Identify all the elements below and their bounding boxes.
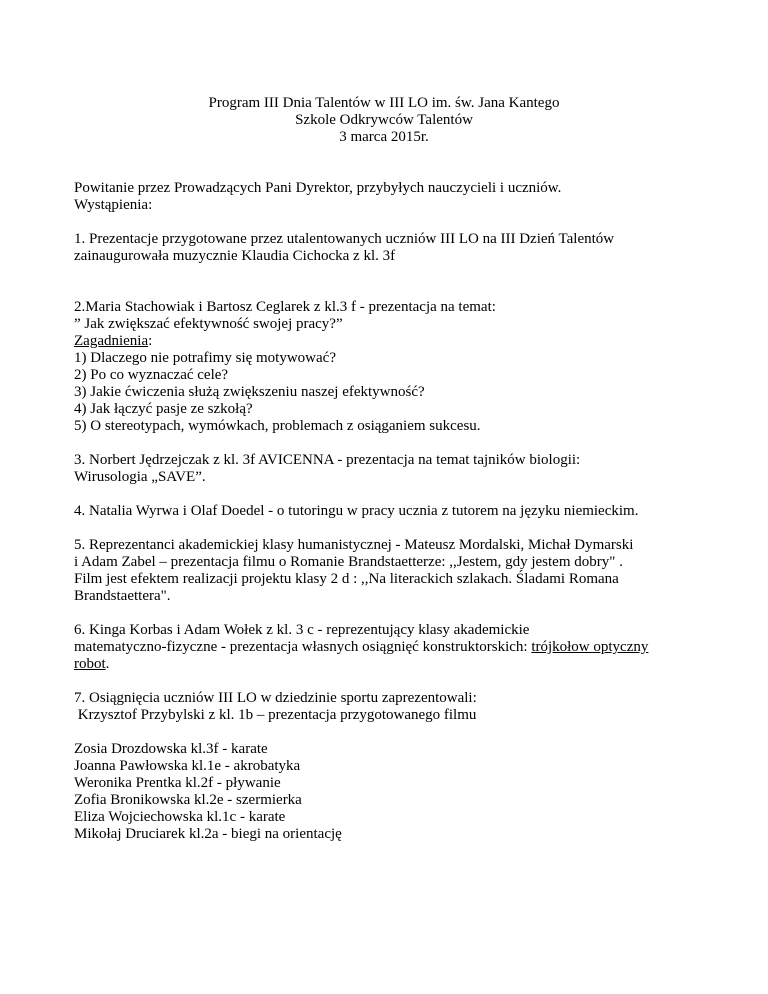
topic-item: 5) O stereotypach, wymówkach, problemach z osiąganiem sukcesu.: [74, 418, 481, 434]
item2-topics-heading: [74, 333, 152, 350]
document-date: 3 marca 2015r.: [339, 129, 429, 145]
athlete-item: Weronika Prentka kl.2f - pływanie: [74, 775, 281, 791]
item6-line3: [74, 656, 109, 673]
athlete-item: Mikołaj Druciarek kl.2a - biegi na orientację: [74, 826, 342, 842]
topic-item: 3) Jakie ćwiczenia służą zwiększeniu naszej efektywność?: [74, 384, 425, 400]
document-title: Program III Dnia Talentów w III LO im. św. Jana Kantego: [208, 95, 560, 111]
topic-item: 4) Jak łączyć pasje ze szkołą?: [74, 401, 253, 417]
item6-line3-end: .: [105, 656, 110, 672]
item1-line2: zainaugurowała muzycznie Klaudia Cichocka z kl. 3f: [74, 248, 396, 264]
intro-greeting: Powitanie przez Prowadzących Pani Dyrektor, przybyłych nauczycieli i uczniów.: [74, 180, 562, 196]
item3-line1: 3. Norbert Jędrzejczak z kl. 3f AVICENNA - prezentacja na temat tajników biologii:: [74, 452, 581, 468]
item7-line1: 7. Osiągnięcia uczniów III LO w dziedzinie sportu zaprezentowali:: [74, 690, 477, 706]
item2-line2: ” Jak zwiększać efektywność swojej pracy?”: [74, 316, 343, 332]
topics-label: Zagadnienia: [74, 333, 149, 349]
item3-line2: Wirusologia „SAVE”.: [74, 469, 206, 485]
robot-link-part2: robot: [74, 656, 106, 672]
item5-line2: i Adam Zabel – prezentacja filmu o Romanie Brandstaetterze: ,,Jestem, gdy jestem dobry" .: [74, 554, 623, 570]
athlete-item: Zofia Bronikowska kl.2e - szermierka: [74, 792, 302, 808]
item7-film-line: Krzysztof Przybylski z kl. 1b – prezentacja przygotowanego filmu: [74, 707, 477, 723]
item1-line1: 1. Prezentacje przygotowane przez utalentowanych uczniów III LO na III Dzień Talentów: [74, 231, 615, 247]
item5-line1: 5. Reprezentanci akademickiej klasy humanistycznej - Mateusz Mordalski, Michał Dymarski: [74, 537, 634, 553]
item5-line3: Film jest efektem realizacji projektu klasy 2 d : ,,Na literackich szlakach. Śladami Romana: [74, 571, 619, 587]
item6-line1: 6. Kinga Korbas i Adam Wołek z kl. 3 c - reprezentujący klasy akademickie: [74, 622, 530, 638]
athlete-item: Eliza Wojciechowska kl.1c - karate: [74, 809, 286, 825]
topic-item: 2) Po co wyznaczać cele?: [74, 367, 229, 383]
item2-line1: 2.Maria Stachowiak i Bartosz Ceglarek z kl.3 f - prezentacja na temat:: [74, 299, 496, 315]
item6-line2-text: matematyczno-fizyczne - prezentacja własnych osiągnięć konstruktorskich:: [74, 639, 532, 655]
athlete-item: Zosia Drozdowska kl.3f - karate: [74, 741, 268, 757]
document-subtitle: Szkole Odkrywców Talentów: [295, 112, 473, 128]
robot-link-part1: trójkołow optyczny: [531, 639, 649, 655]
item5-line4: Brandstaettera".: [74, 588, 171, 604]
item6-line2: [74, 639, 648, 656]
athlete-item: Joanna Pawłowska kl.1e - akrobatyka: [74, 758, 301, 774]
item4-line1: 4. Natalia Wyrwa i Olaf Doedel - o tutoringu w pracy ucznia z tutorem na języku niemieckim.: [74, 503, 639, 519]
topic-item: 1) Dlaczego nie potrafimy się motywować?: [74, 350, 336, 366]
intro-performances-label: Wystąpienia:: [74, 197, 153, 213]
topics-colon: :: [148, 333, 153, 349]
